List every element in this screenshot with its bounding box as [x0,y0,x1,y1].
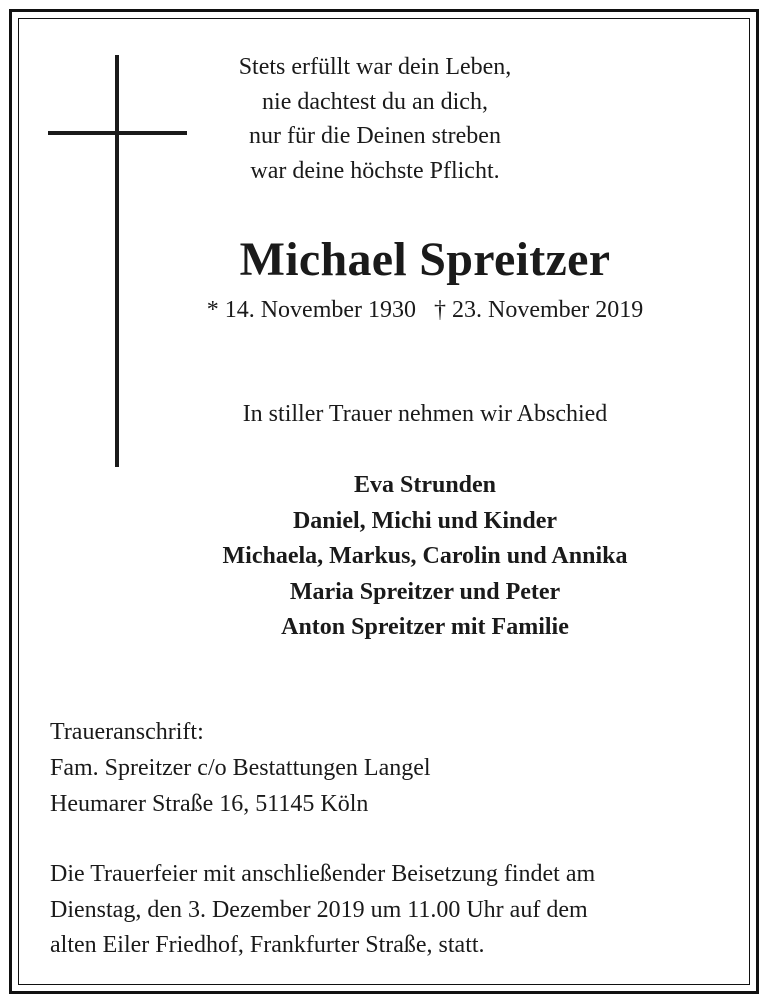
death-date: † 23. November 2019 [434,297,644,323]
ceremony-line: Dienstag, den 3. Dezember 2019 um 11.00 Uhr auf dem [50,896,588,923]
address-label: Traueranschrift: [50,719,204,745]
family-member: Maria Spreitzer und Peter [289,578,561,605]
address-line: Heumarer Straße 16, 51145 Köln [50,791,369,817]
deceased-name: Michael Spreitzer [239,233,611,286]
ceremony-line: Die Trauerfeier mit anschließender Beisetzung findet am [50,861,596,887]
address-line: Fam. Spreitzer c/o Bestattungen Langel [50,755,431,781]
family-member: Daniel, Michi und Kinder [292,507,558,534]
poem [230,50,520,188]
poem-line: nur für die Deinen streben [249,123,501,149]
poem-line: nie dachtest du an dich, [262,88,488,115]
cross-icon-horizontal [48,131,187,135]
mourning-line: In stiller Trauer nehmen wir Abschied [242,401,608,427]
poem-line: war deine höchste Pflicht. [250,157,500,184]
family-member: Anton Spreitzer mit Familie [281,614,569,640]
mourning-address [50,714,710,822]
poem-line: Stets erfüllt war dein Leben, [238,54,512,80]
ceremony-info [50,857,730,964]
family-member: Michaela, Markus, Carolin und Annika [222,543,628,569]
ceremony-line: alten Eiler Friedhof, Frankfurter Straße, statt. [50,932,485,958]
family-member: Eva Strunden [353,472,497,498]
life-dates [100,294,750,326]
birth-date: * 14. November 1930 [206,297,416,323]
family-list [60,468,766,646]
